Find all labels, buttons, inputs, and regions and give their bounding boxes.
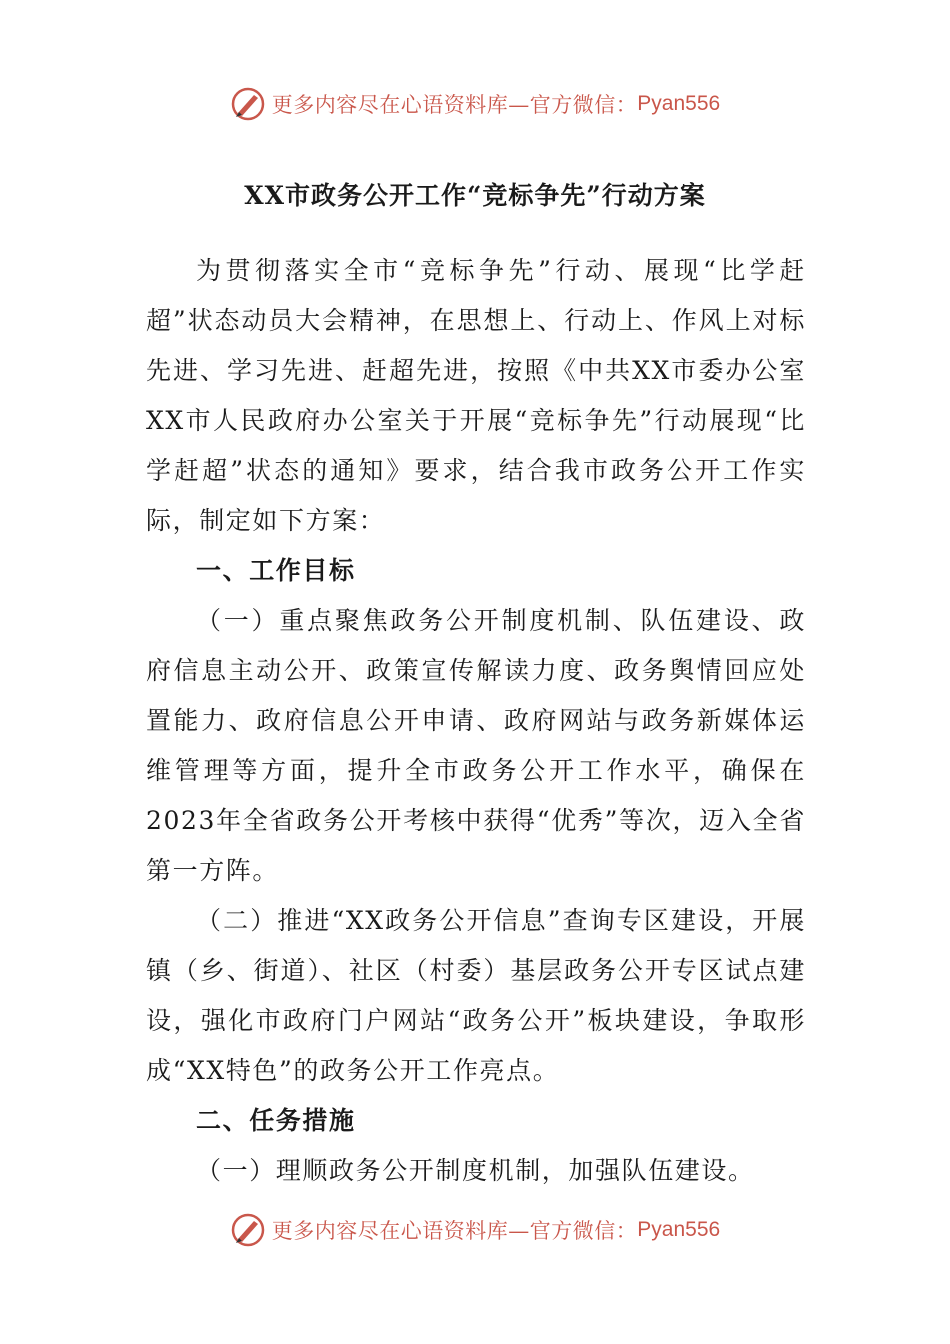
section-heading-goals: 一、工作目标 bbox=[196, 556, 356, 585]
pen-logo-icon bbox=[230, 86, 266, 122]
document-body bbox=[146, 246, 806, 1196]
watermark-banner-bottom bbox=[0, 1210, 950, 1250]
goal-paragraph-2: （二）推进“XX政务公开信息”查询专区建设，开展镇（乡、街道）、社区（村委）基层政务公开专区试点建设，强化市政府门户网站“政务公开”板块建设，争取形成“XX特色”的政务公开工作亮点。 bbox=[146, 906, 806, 1085]
watermark-wechat-id: Pyan556 bbox=[637, 92, 721, 115]
intro-paragraph: 为贯彻落实全市“竞标争先”行动、展现“比学赶超”状态动员大会精神，在思想上、行动上、作风上对标先进、学习先进、赶超先进，按照《中共XX市委办公室XX市人民政府办公室关于开展“竞标争先”行动展现“比学赶超”状态的通知》要求，结合我市政务公开工作实际，制定如下方案： bbox=[146, 256, 806, 535]
watermark-wechat-id: Pyan556 bbox=[637, 1218, 721, 1241]
watermark-banner-top bbox=[0, 84, 950, 124]
document-title: XX市政务公开工作“竞标争先”行动方案 bbox=[244, 181, 706, 210]
watermark-text: 更多内容尽在心语资料库—官方微信： bbox=[271, 93, 638, 117]
measure-paragraph-1: （一）理顺政务公开制度机制，加强队伍建设。 bbox=[196, 1156, 755, 1185]
watermark-text: 更多内容尽在心语资料库—官方微信： bbox=[271, 1219, 638, 1243]
goal-paragraph-1: （一）重点聚焦政务公开制度机制、队伍建设、政府信息主动公开、政策宣传解读力度、政务舆情回应处置能力、政府信息公开申请、政府网站与政务新媒体运维管理等方面，提升全市政务公开工作水平，确保在2023年全省政务公开考核中获得“优秀”等次，迈入全省第一方阵。 bbox=[146, 606, 806, 885]
section-heading-measures: 二、任务措施 bbox=[196, 1106, 356, 1135]
pen-logo-icon bbox=[230, 1212, 266, 1248]
